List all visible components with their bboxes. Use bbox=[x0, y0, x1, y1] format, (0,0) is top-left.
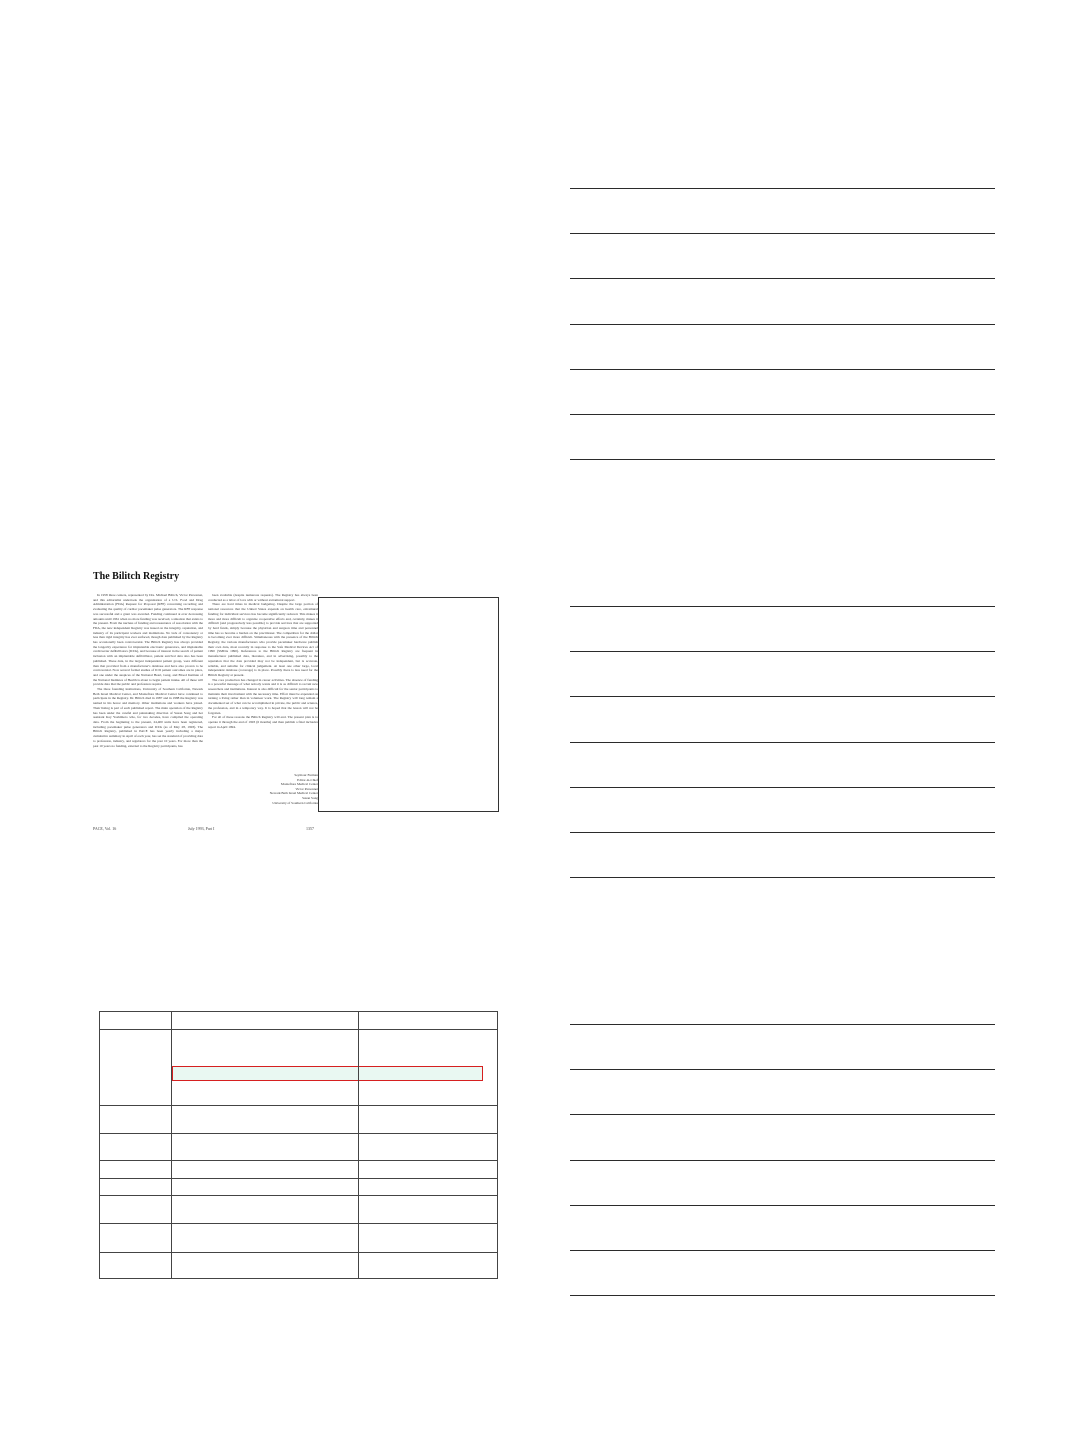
table-row-divider bbox=[100, 1252, 497, 1253]
table-column-divider bbox=[358, 1012, 359, 1278]
article-paragraph: For all of these reasons the Bilitch Registry will end. The present plan is to operate it through the end of 1993 (6 months) and then publish a final inclusive report in April 1994. bbox=[208, 715, 318, 729]
notes-line bbox=[570, 324, 995, 325]
article-paragraph: The core production has changed in career activities. The absence of funding is a powerful message of what nobody wants and it is as difficult to recruit new researchers and institutions. Interest is also difficult for the senior participants to maintain their involvement with the necessary time. Effort must be expended on turning a living rather than in volunteer work. The Registry will long remain a documented set of what can be accomplished in private, the public and science, the profession, and in a temporary way. It is hoped that the lesson will not be forgotten. bbox=[208, 677, 318, 715]
notes-line bbox=[570, 877, 995, 878]
notes-line bbox=[570, 1250, 995, 1251]
article-column-right bbox=[208, 593, 318, 770]
notes-line bbox=[570, 278, 995, 279]
notes-line bbox=[570, 651, 995, 652]
signature-line: Susan Song bbox=[302, 795, 318, 800]
notes-line bbox=[570, 742, 995, 743]
highlighted-table-row[interactable] bbox=[172, 1066, 483, 1081]
figure-box bbox=[318, 597, 499, 812]
signature-line: Victor Parsonnet bbox=[295, 786, 318, 791]
notes-line bbox=[570, 1069, 995, 1070]
table-column-divider bbox=[171, 1012, 172, 1278]
article-paragraph: There are hard times in medical budgeting. Despite the large portion of national resources that the United States expends on health care, extramural funding for individual services has become significantly reduced. This makes it more and more difficult to organize cooperative efforts and, certainly, makes it difficult (and progressively less possible) to provide services that are supported by hard funds, simply because the physician and surgeon time and personnel time has so become a burden on the practitioner. The competition for the dollar is becoming ever more difficult. Simultaneous with the presence of the Bilitch Registry, the various manufacturers who provide pacemaker hardware publish their own data, most recently in response to the Safe Medical Devices Act of 1990 (SMDA 1990). References to the Bilitch Registry are frequent in manufacturer published data, literature, and in advertising, possibly to the reputation that the data provided may not be independent, but is accurate, reliable, and suitable for clinical judgement. At least one other large, local independent database (coverage) is in place. Possibly there is less need for the Bilitch Registry at present. bbox=[208, 602, 318, 677]
notes-line bbox=[570, 188, 995, 189]
empty-table bbox=[99, 1011, 498, 1279]
notes-line bbox=[570, 1024, 995, 1025]
notes-line bbox=[570, 606, 995, 607]
notes-line bbox=[570, 369, 995, 370]
table-row-divider bbox=[100, 1160, 497, 1161]
article-signature bbox=[208, 773, 318, 805]
notes-line bbox=[570, 414, 995, 415]
signature-line: Montefiore Medical Center bbox=[280, 782, 318, 787]
table-row-divider bbox=[100, 1029, 497, 1030]
table-row-divider bbox=[100, 1133, 497, 1134]
table-row-divider bbox=[100, 1178, 497, 1179]
table-row-divider bbox=[100, 1223, 497, 1224]
notes-line bbox=[570, 459, 995, 460]
signature-line: Editor-in-Chief bbox=[297, 777, 318, 782]
table-row-divider bbox=[100, 1195, 497, 1196]
page-footer-number: 1357 bbox=[306, 826, 314, 831]
notes-line bbox=[570, 832, 995, 833]
table-row-divider bbox=[100, 1105, 497, 1106]
notes-line bbox=[570, 1160, 995, 1161]
article-paragraph: been available (despite numerous requests). The Registry has always been conducted as a labor of love with or without extramural support. bbox=[208, 593, 318, 602]
page-footer-date: July 1993, Part I bbox=[188, 826, 215, 831]
article-paragraph: The three founding institutions, University of Southern California, Newark Beth Israel Medical Center, and Montefiore Medical Center have continued to participate in the Registry. Dr. Bilitch died in 1987 and in 1988 the Registry was named in his honor and memory. Other institutions and workers have joined. Their listing is part of each published report. The main operation of the Registry has been under the careful and painstaking direction of Susan Song and her assistant Kay Yoshimoto who, for two decades, have compiled the operating data. From the beginning to the present, 24,400 units have been registered, including pacemaker pulse generators and ICDs (as of May 28, 1993). The Bilitch Registry, published in PACE has been yearly including a major cumulative summary in April of each year, has set the standard of providing data to profession, industry, and regulators for the past 10 years. For more than the past 10 years no funding, external to the Registry participants, has bbox=[93, 687, 203, 748]
article-column-left bbox=[93, 593, 203, 818]
signature-line: Seymour Furman bbox=[294, 773, 318, 777]
notes-line bbox=[570, 787, 995, 788]
article-title: The Bilitch Registry bbox=[93, 571, 180, 582]
signature-line: Newark Beth Israel Medical Center bbox=[269, 791, 318, 796]
signature-line: University of Southern California bbox=[272, 800, 318, 805]
notes-line bbox=[570, 233, 995, 234]
notes-line bbox=[570, 1295, 995, 1296]
notes-line bbox=[570, 696, 995, 697]
notes-line bbox=[570, 1114, 995, 1115]
notes-line bbox=[570, 1205, 995, 1206]
article-paragraph: In 1958 three centers, represented by Drs. Michael Bilitch, Victor Parsonnet, and this editorialist undertook the organization of a U.S. Food and Drug Administration (FDA) Request for Proposal (RFP) concerning recording and evaluating the quality of cardiac pacemaker pulse generators. The RFP response was successful and a grant was awarded. Funding continued at ever decreasing amounts until 1961 when no more funding was received, a situation that exists to the present. From the nucleus of funding and reassurance of association with the FDA, the new independent Registry was issued on the integrity, reputation, and industry of its participant workers and institutions. No lack of consonancy or less than rigid integrity has ever surfaced, though data published by the Registry has occasionally been controversial. The Bilitch Registry has always provided the longevity experience for implantable electronic generators, and implantable cardioverter defibrillators (ICDs), and because of interest in the search of patient inclusion with an implantable defibrillator, patient survival data also has been published. These data, in the largest independent patient group, were different than that provided from a manufacturer's database and have also proven to be controversial. Now several formal studies of ICD patient outcomes are in place, and one under the auspices of the National Heart, Lung, and Blood Institute of the National Institutes of Health is about to begin patient intake. All of these will provide data that the public and profession require. bbox=[93, 593, 203, 687]
page-footer-journal: PACE, Vol. 16 bbox=[93, 826, 117, 831]
